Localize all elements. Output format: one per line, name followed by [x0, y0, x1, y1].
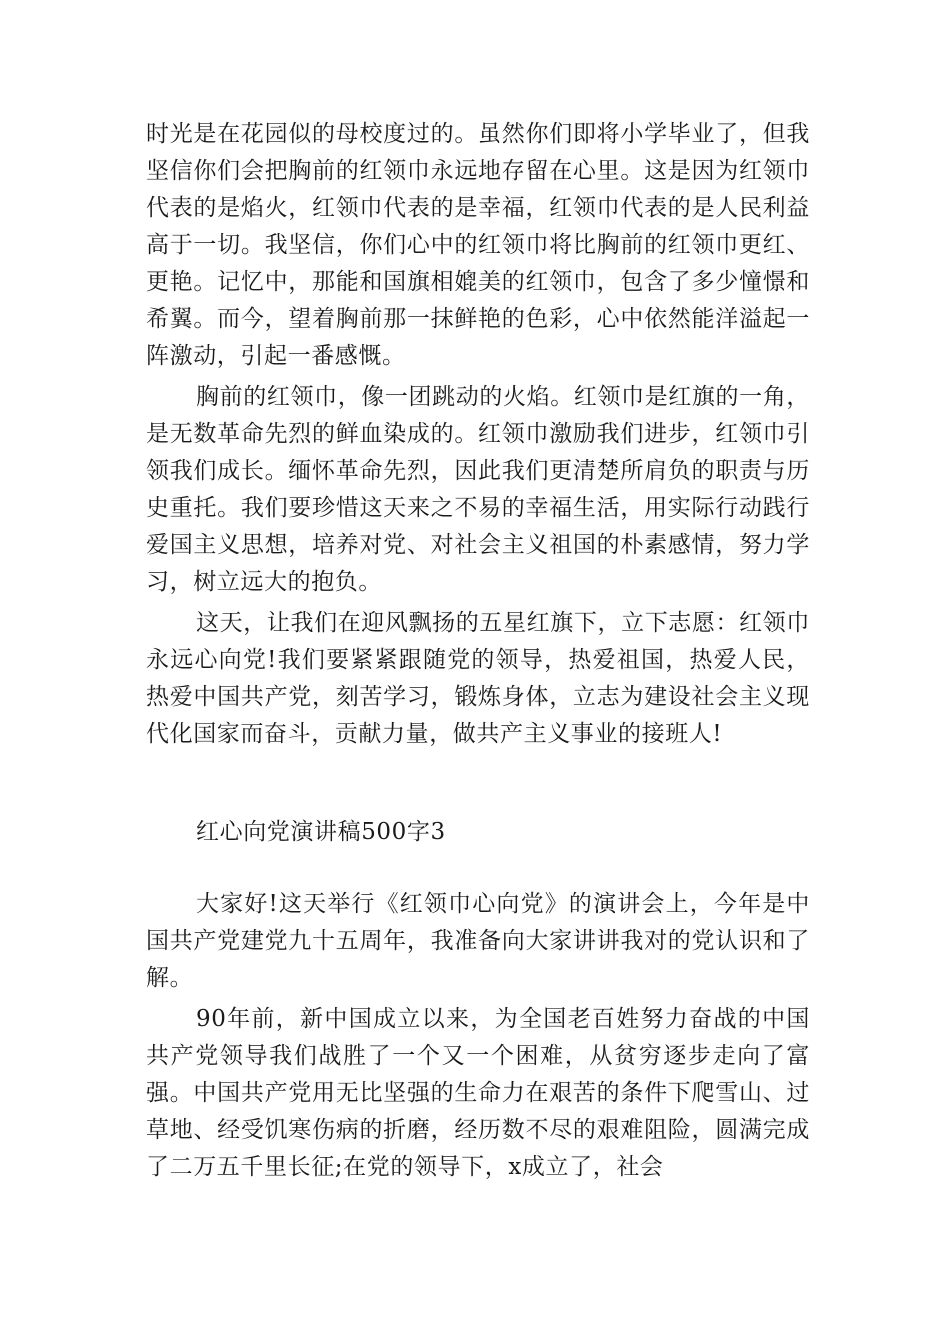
body-text-lower [146, 886, 810, 1190]
paragraph: 这天，让我们在迎风飘扬的五星红旗下，立下志愿：红领巾永远心向党!我们要紧紧跟随党的领导，热爱祖国，热爱人民，热爱中国共产党，刻苦学习，锻炼身体，立志为建设社会主义现代化国家而奋斗，贡献力量，做共产主义事业的接班人! [146, 610, 810, 747]
paragraph: 大家好!这天举行《红领巾心向党》的演讲会上，今年是中国共产党建党九十五周年，我准备向大家讲讲我对的党认识和了解。 [146, 891, 810, 991]
body-text-upper [146, 116, 810, 757]
paragraph: 时光是在花园似的母校度过的。虽然你们即将小学毕业了，但我坚信你们会把胸前的红领巾永远地存留在心里。这是因为红领巾代表的是焰火，红领巾代表的是幸福，红领巾代表的是人民利益高于一切。我坚信，你们心中的红领巾将比胸前的红领巾更红、更艳。记忆中，那能和国旗相媲美的红领巾，包含了多少憧憬和希翼。而今，望着胸前那一抹鲜艳的色彩，心中依然能洋溢起一阵激动，引起一番感慨。 [146, 121, 810, 369]
paragraph: 胸前的红领巾，像一团跳动的火焰。红领巾是红旗的一角，是无数革命先烈的鲜血染成的。红领巾激励我们进步，红领巾引领我们成长。缅怀革命先烈，因此我们更清楚所肩负的职责与历史重托。我们要珍惜这天来之不易的幸福生活，用实际行动践行爱国主义思想，培养对党、对社会主义祖国的朴素感情，努力学习，树立远大的抱负。 [146, 384, 810, 595]
section-heading: 红心向党演讲稿500字3 [196, 819, 446, 845]
paragraph: 90年前，新中国成立以来，为全国老百姓努力奋战的中国共产党领导我们战胜了一个又一个困难，从贫穷逐步走向了富强。中国共产党用无比坚强的生命力在艰苦的条件下爬雪山、过草地、经受饥寒伤病的折磨，经历数不尽的艰难阻险，圆满完成了二万五千里长征;在党的领导下，x成立了，社会 [146, 1006, 810, 1180]
